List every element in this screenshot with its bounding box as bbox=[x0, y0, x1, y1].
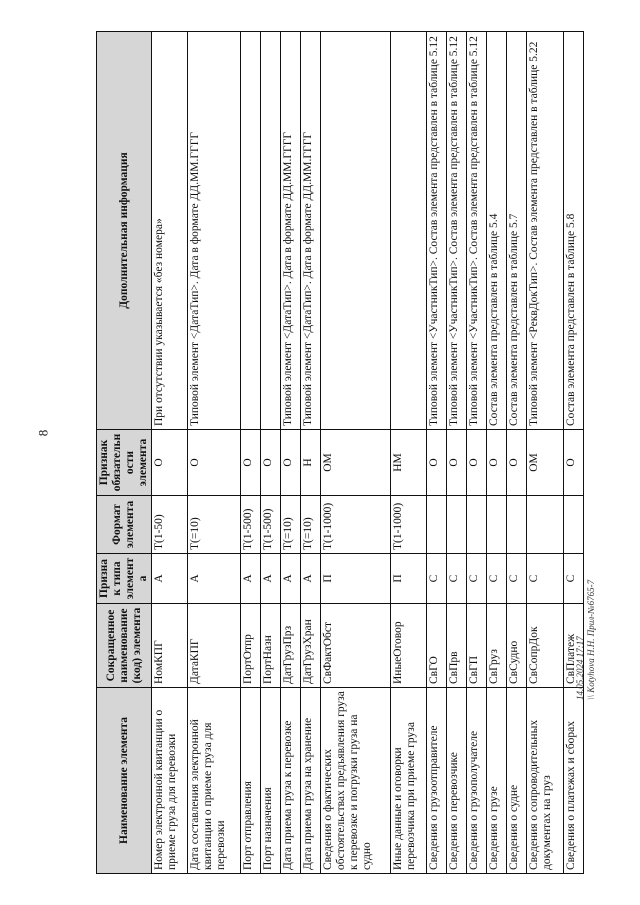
cell-format bbox=[447, 496, 467, 554]
cell-code: ПортОтпр bbox=[241, 604, 261, 688]
cell-name: Сведения о платежах и сборах bbox=[563, 688, 583, 874]
cell-code: СвФактОбст bbox=[321, 604, 390, 688]
footer-date: 14.05.2024 17:17 bbox=[575, 636, 585, 700]
cell-info: Состав элемента представлен в таблице 5.4 bbox=[487, 32, 507, 430]
cell-code: ПортНазн bbox=[261, 604, 281, 688]
cell-info: Типовой элемент <УчастникТип>. Состав элемента представлен в таблице 5.12 bbox=[426, 32, 446, 430]
cell-code: СвГО bbox=[426, 604, 446, 688]
cell-type: С bbox=[447, 554, 467, 604]
cell-type: С bbox=[467, 554, 487, 604]
table-row bbox=[447, 32, 467, 874]
table-row bbox=[321, 32, 390, 874]
header-required: Признак обязательности элемента bbox=[97, 430, 152, 496]
cell-required: ОМ bbox=[321, 430, 390, 496]
cell-name: Номер электронной квитанции о приеме груза для перевозки bbox=[152, 688, 188, 874]
cell-required: О bbox=[487, 430, 507, 496]
cell-required: О bbox=[241, 430, 261, 496]
cell-name: Сведения о перевозчике bbox=[447, 688, 467, 874]
cell-required: ОМ bbox=[527, 430, 563, 496]
cell-name: Сведения о фактических обстоятельствах предъявления груза к перевозке и погрузки груза на судно bbox=[321, 688, 390, 874]
cell-name: Дата приема груза на хранение bbox=[301, 688, 321, 874]
cell-info bbox=[390, 32, 426, 430]
cell-info: Типовой элемент <УчастникТип>. Состав элемента представлен в таблице 5.12 bbox=[467, 32, 487, 430]
cell-type: А bbox=[188, 554, 241, 604]
cell-format bbox=[527, 496, 563, 554]
cell-code: СвСудно bbox=[507, 604, 527, 688]
table-row bbox=[301, 32, 321, 874]
cell-format: T(1-500) bbox=[241, 496, 261, 554]
cell-name: Дата составления электронной квитанции о приеме груза для перевозки bbox=[188, 688, 241, 874]
elements-table-wrap bbox=[96, 32, 584, 874]
page-number: 8 bbox=[35, 429, 51, 437]
cell-code: СвПлатеж bbox=[563, 604, 583, 688]
cell-format: T(=10) bbox=[281, 496, 301, 554]
footer-stamp bbox=[575, 500, 597, 700]
table-row bbox=[390, 32, 426, 874]
cell-type: П bbox=[321, 554, 390, 604]
cell-info: Типовой элемент <ДатаТип>. Дата в формате ДД.ММ.ГГГГ bbox=[301, 32, 321, 430]
cell-type: А bbox=[152, 554, 188, 604]
cell-format bbox=[507, 496, 527, 554]
cell-code: СвСопрДок bbox=[527, 604, 563, 688]
cell-name: Сведения о сопроводительных документах на груз bbox=[527, 688, 563, 874]
table-row bbox=[281, 32, 301, 874]
cell-name: Сведения о грузе bbox=[487, 688, 507, 874]
cell-type: С bbox=[426, 554, 446, 604]
table-row bbox=[527, 32, 563, 874]
cell-code: НомКПГ bbox=[152, 604, 188, 688]
table-row bbox=[241, 32, 261, 874]
cell-code: ДатГрузХран bbox=[301, 604, 321, 688]
table-row bbox=[563, 32, 583, 874]
cell-required: О bbox=[507, 430, 527, 496]
cell-format: T(1-1000) bbox=[321, 496, 390, 554]
cell-code: СвПрв bbox=[447, 604, 467, 688]
table-row bbox=[152, 32, 188, 874]
cell-info: Состав элемента представлен в таблице 5.7 bbox=[507, 32, 527, 430]
cell-format: T(1-50) bbox=[152, 496, 188, 554]
cell-info bbox=[241, 32, 261, 430]
cell-format: T(=10) bbox=[301, 496, 321, 554]
cell-required: Н bbox=[301, 430, 321, 496]
table-row bbox=[467, 32, 487, 874]
footer-author: \\ Kotyhova H.Н. Прил-№6765-7 bbox=[586, 579, 596, 700]
cell-info: Типовой элемент <ДатаТип>. Дата в формате ДД.ММ.ГГГГ bbox=[188, 32, 241, 430]
cell-type: П bbox=[390, 554, 426, 604]
header-type: Признак типа элемента bbox=[97, 554, 152, 604]
cell-type: С bbox=[563, 554, 583, 604]
table-body bbox=[152, 32, 584, 874]
cell-format: T(1-500) bbox=[261, 496, 281, 554]
table-row bbox=[507, 32, 527, 874]
cell-info: При отсутствии указывается «без номера» bbox=[152, 32, 188, 430]
cell-format bbox=[487, 496, 507, 554]
cell-required: НМ bbox=[390, 430, 426, 496]
header-info: Дополнительная информация bbox=[97, 32, 152, 430]
cell-type: С bbox=[527, 554, 563, 604]
cell-info bbox=[321, 32, 390, 430]
cell-info: Типовой элемент <РеквДокТип>. Состав элемента представлен в таблице 5.22 bbox=[527, 32, 563, 430]
cell-info: Типовой элемент <УчастникТип>. Состав элемента представлен в таблице 5.12 bbox=[447, 32, 467, 430]
table-header-row bbox=[97, 32, 152, 874]
cell-required: О bbox=[281, 430, 301, 496]
cell-required: О bbox=[467, 430, 487, 496]
cell-format bbox=[467, 496, 487, 554]
cell-name: Сведения о грузополучателе bbox=[467, 688, 487, 874]
cell-name: Порт назначения bbox=[261, 688, 281, 874]
cell-name: Порт отправления bbox=[241, 688, 261, 874]
table-row bbox=[261, 32, 281, 874]
cell-type: С bbox=[507, 554, 527, 604]
cell-type: А bbox=[301, 554, 321, 604]
cell-type: А bbox=[261, 554, 281, 604]
cell-code: СвГП bbox=[467, 604, 487, 688]
cell-type: С bbox=[487, 554, 507, 604]
cell-format bbox=[426, 496, 446, 554]
cell-code: ДатГрузПрз bbox=[281, 604, 301, 688]
cell-required: О bbox=[261, 430, 281, 496]
cell-name: Сведения о судне bbox=[507, 688, 527, 874]
cell-code: СвГруз bbox=[487, 604, 507, 688]
cell-info: Типовой элемент <ДатаТип>. Дата в формате ДД.ММ.ГГГГ bbox=[281, 32, 301, 430]
header-code: Сокращенное наименование (код) элемента bbox=[97, 604, 152, 688]
cell-format: T(1-1000) bbox=[390, 496, 426, 554]
cell-name: Дата приема груза к перевозке bbox=[281, 688, 301, 874]
cell-info: Состав элемента представлен в таблице 5.8 bbox=[563, 32, 583, 430]
cell-type: А bbox=[281, 554, 301, 604]
table-row bbox=[487, 32, 507, 874]
elements-table bbox=[96, 31, 584, 874]
cell-required: О bbox=[563, 430, 583, 496]
cell-format: T(=10) bbox=[188, 496, 241, 554]
cell-type: А bbox=[241, 554, 261, 604]
cell-code: ДатаКПГ bbox=[188, 604, 241, 688]
cell-required: О bbox=[188, 430, 241, 496]
cell-name: Сведения о грузоотправителе bbox=[426, 688, 446, 874]
cell-name: Иные данные и оговорки перевозчика при приеме груза bbox=[390, 688, 426, 874]
cell-code: ИныеОговор bbox=[390, 604, 426, 688]
cell-required: О bbox=[152, 430, 188, 496]
header-format: Формат элемента bbox=[97, 496, 152, 554]
table-row bbox=[426, 32, 446, 874]
cell-required: О bbox=[447, 430, 467, 496]
cell-required: О bbox=[426, 430, 446, 496]
cell-info bbox=[261, 32, 281, 430]
table-row bbox=[188, 32, 241, 874]
header-name: Наименование элемента bbox=[97, 688, 152, 874]
